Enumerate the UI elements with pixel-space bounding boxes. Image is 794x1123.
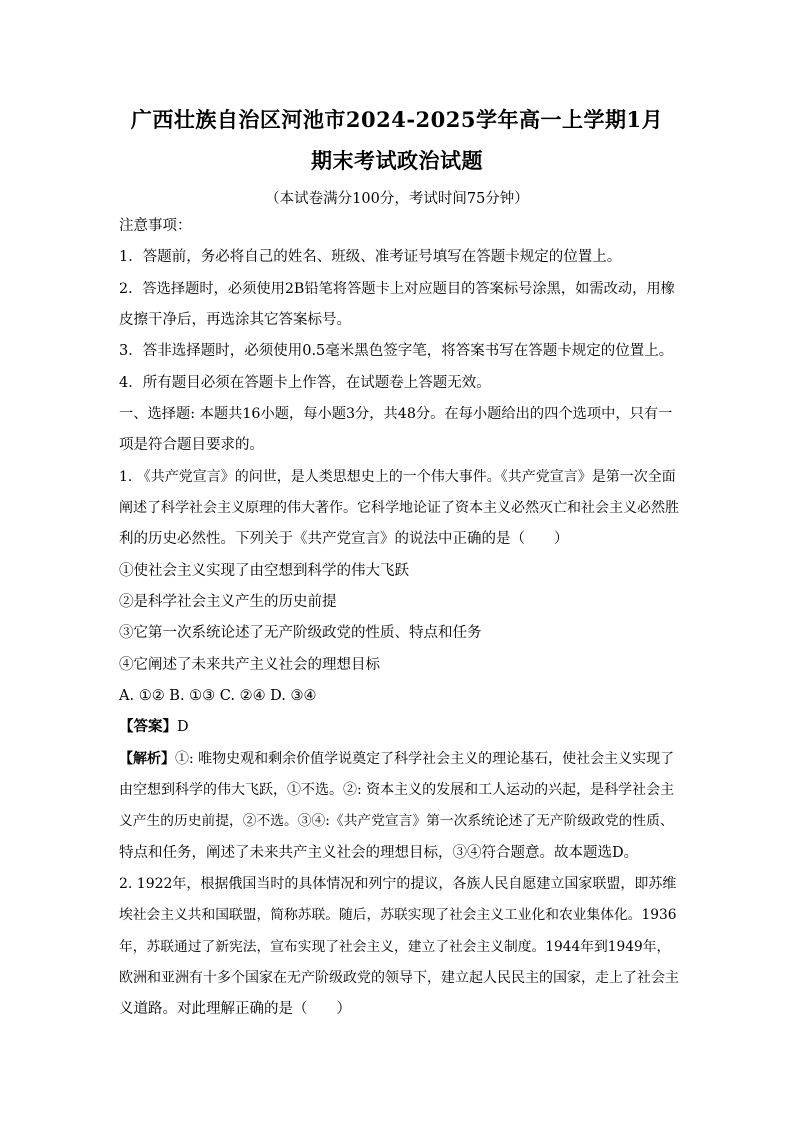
q1-analysis-line: 特点和任务，阐述了未来共产主义社会的理想目标，③④符合题意。故本题选D。 <box>119 845 639 861</box>
q2-stem-line: 欧洲和亚洲有十多个国家在无产阶级政党的领导下，建立起人民民主的国家，走上了社会主 <box>119 970 679 986</box>
q1-analysis-line <box>119 750 674 768</box>
q1-option: ③它第一次系统论述了无产阶级政党的性质、特点和任务 <box>119 625 482 641</box>
section-heading-cont: 项是符合题目要求的。 <box>119 437 264 453</box>
note-item: 皮擦干净后，再选涂其它答案标号。 <box>119 312 351 328</box>
answer-tag: 【答案】 <box>119 718 177 735</box>
notes-heading: 注意事项： <box>119 218 192 234</box>
q2-stem-line: 年，苏联通过了新宪法，宣布实现了社会主义，建立了社会主义制度。1944年到1949年， <box>119 939 671 955</box>
q2-stem-line: 义道路。对此理解正确的是（ ） <box>119 1001 351 1017</box>
exam-title-line-1: 广西壮族自治区河池市2024-2025学年高一上学期1月 <box>130 107 664 132</box>
q1-stem-line: 阐述了科学社会主义原理的伟大著作。它科学地论证了资本主义必然灭亡和社会主义必然胜 <box>119 500 679 516</box>
q2-stem-line: 埃社会主义共和国联盟，简称苏联。随后，苏联实现了社会主义工业化和农业集体化。1936 <box>119 907 677 923</box>
q2-stem-line: 2. 1922年，根据俄国当时的具体情况和列宁的提议，各族人民自愿建立国家联盟，即苏维 <box>119 876 677 892</box>
exam-title-line-2: 期末考试政治试题 <box>311 148 483 173</box>
note-item: 4．所有题目必须在答题卡上作答，在试题卷上答题无效。 <box>119 375 491 391</box>
note-item: 3．答非选择题时，必须使用0.5毫米黑色签字笔，将答案书写在答题卡规定的位置上。 <box>119 343 674 359</box>
q1-answer <box>119 718 189 736</box>
q1-option: ①使社会主义实现了由空想到科学的伟大飞跃 <box>119 563 409 579</box>
q1-option: ②是科学社会主义产生的历史前提 <box>119 594 337 610</box>
analysis-tag: 【解析】 <box>119 751 175 767</box>
exam-subtitle: （本试卷满分100分，考试时间75分钟） <box>265 191 529 207</box>
q1-stem-line: 利的历史必然性。下列关于《共产党宣言》的说法中正确的是（ ） <box>119 531 569 547</box>
q1-option: ④它阐述了未来共产主义社会的理想目标 <box>119 657 380 673</box>
q1-analysis-line: 义产生的历史前提，②不选。③④:《共产党宣言》第一次系统论述了无产阶级政党的性质、 <box>119 813 674 829</box>
analysis-text: ①: 唯物史观和剩余价值学说奠定了科学社会主义的理论基石，使社会主义实现了 <box>175 751 675 767</box>
q1-analysis-line: 由空想到科学的伟大飞跃，①不选。②: 资本主义的发展和工人运动的兴起，是科学社会主 <box>119 782 675 798</box>
note-item: 2．答选择题时，必须使用2B铅笔将答题卡上对应题目的答案标号涂黑，如需改动，用橡 <box>119 281 675 297</box>
q1-stem-line: 1. 《共产党宣言》的问世，是人类思想史上的一个伟大事件。《共产党宣言》是第一次全面 <box>119 469 676 485</box>
q1-choices: A. ①② B. ①③ C. ②④ D. ③④ <box>119 688 317 704</box>
section-heading: 一、选择题: 本题共16小题，每小题3分，共48分。在每小题给出的四个选项中，只有一 <box>119 406 673 422</box>
note-item: 1．答题前，务必将自己的姓名、班级、准考证号填写在答题卡规定的位置上。 <box>119 249 622 265</box>
answer-value: D <box>177 719 189 735</box>
